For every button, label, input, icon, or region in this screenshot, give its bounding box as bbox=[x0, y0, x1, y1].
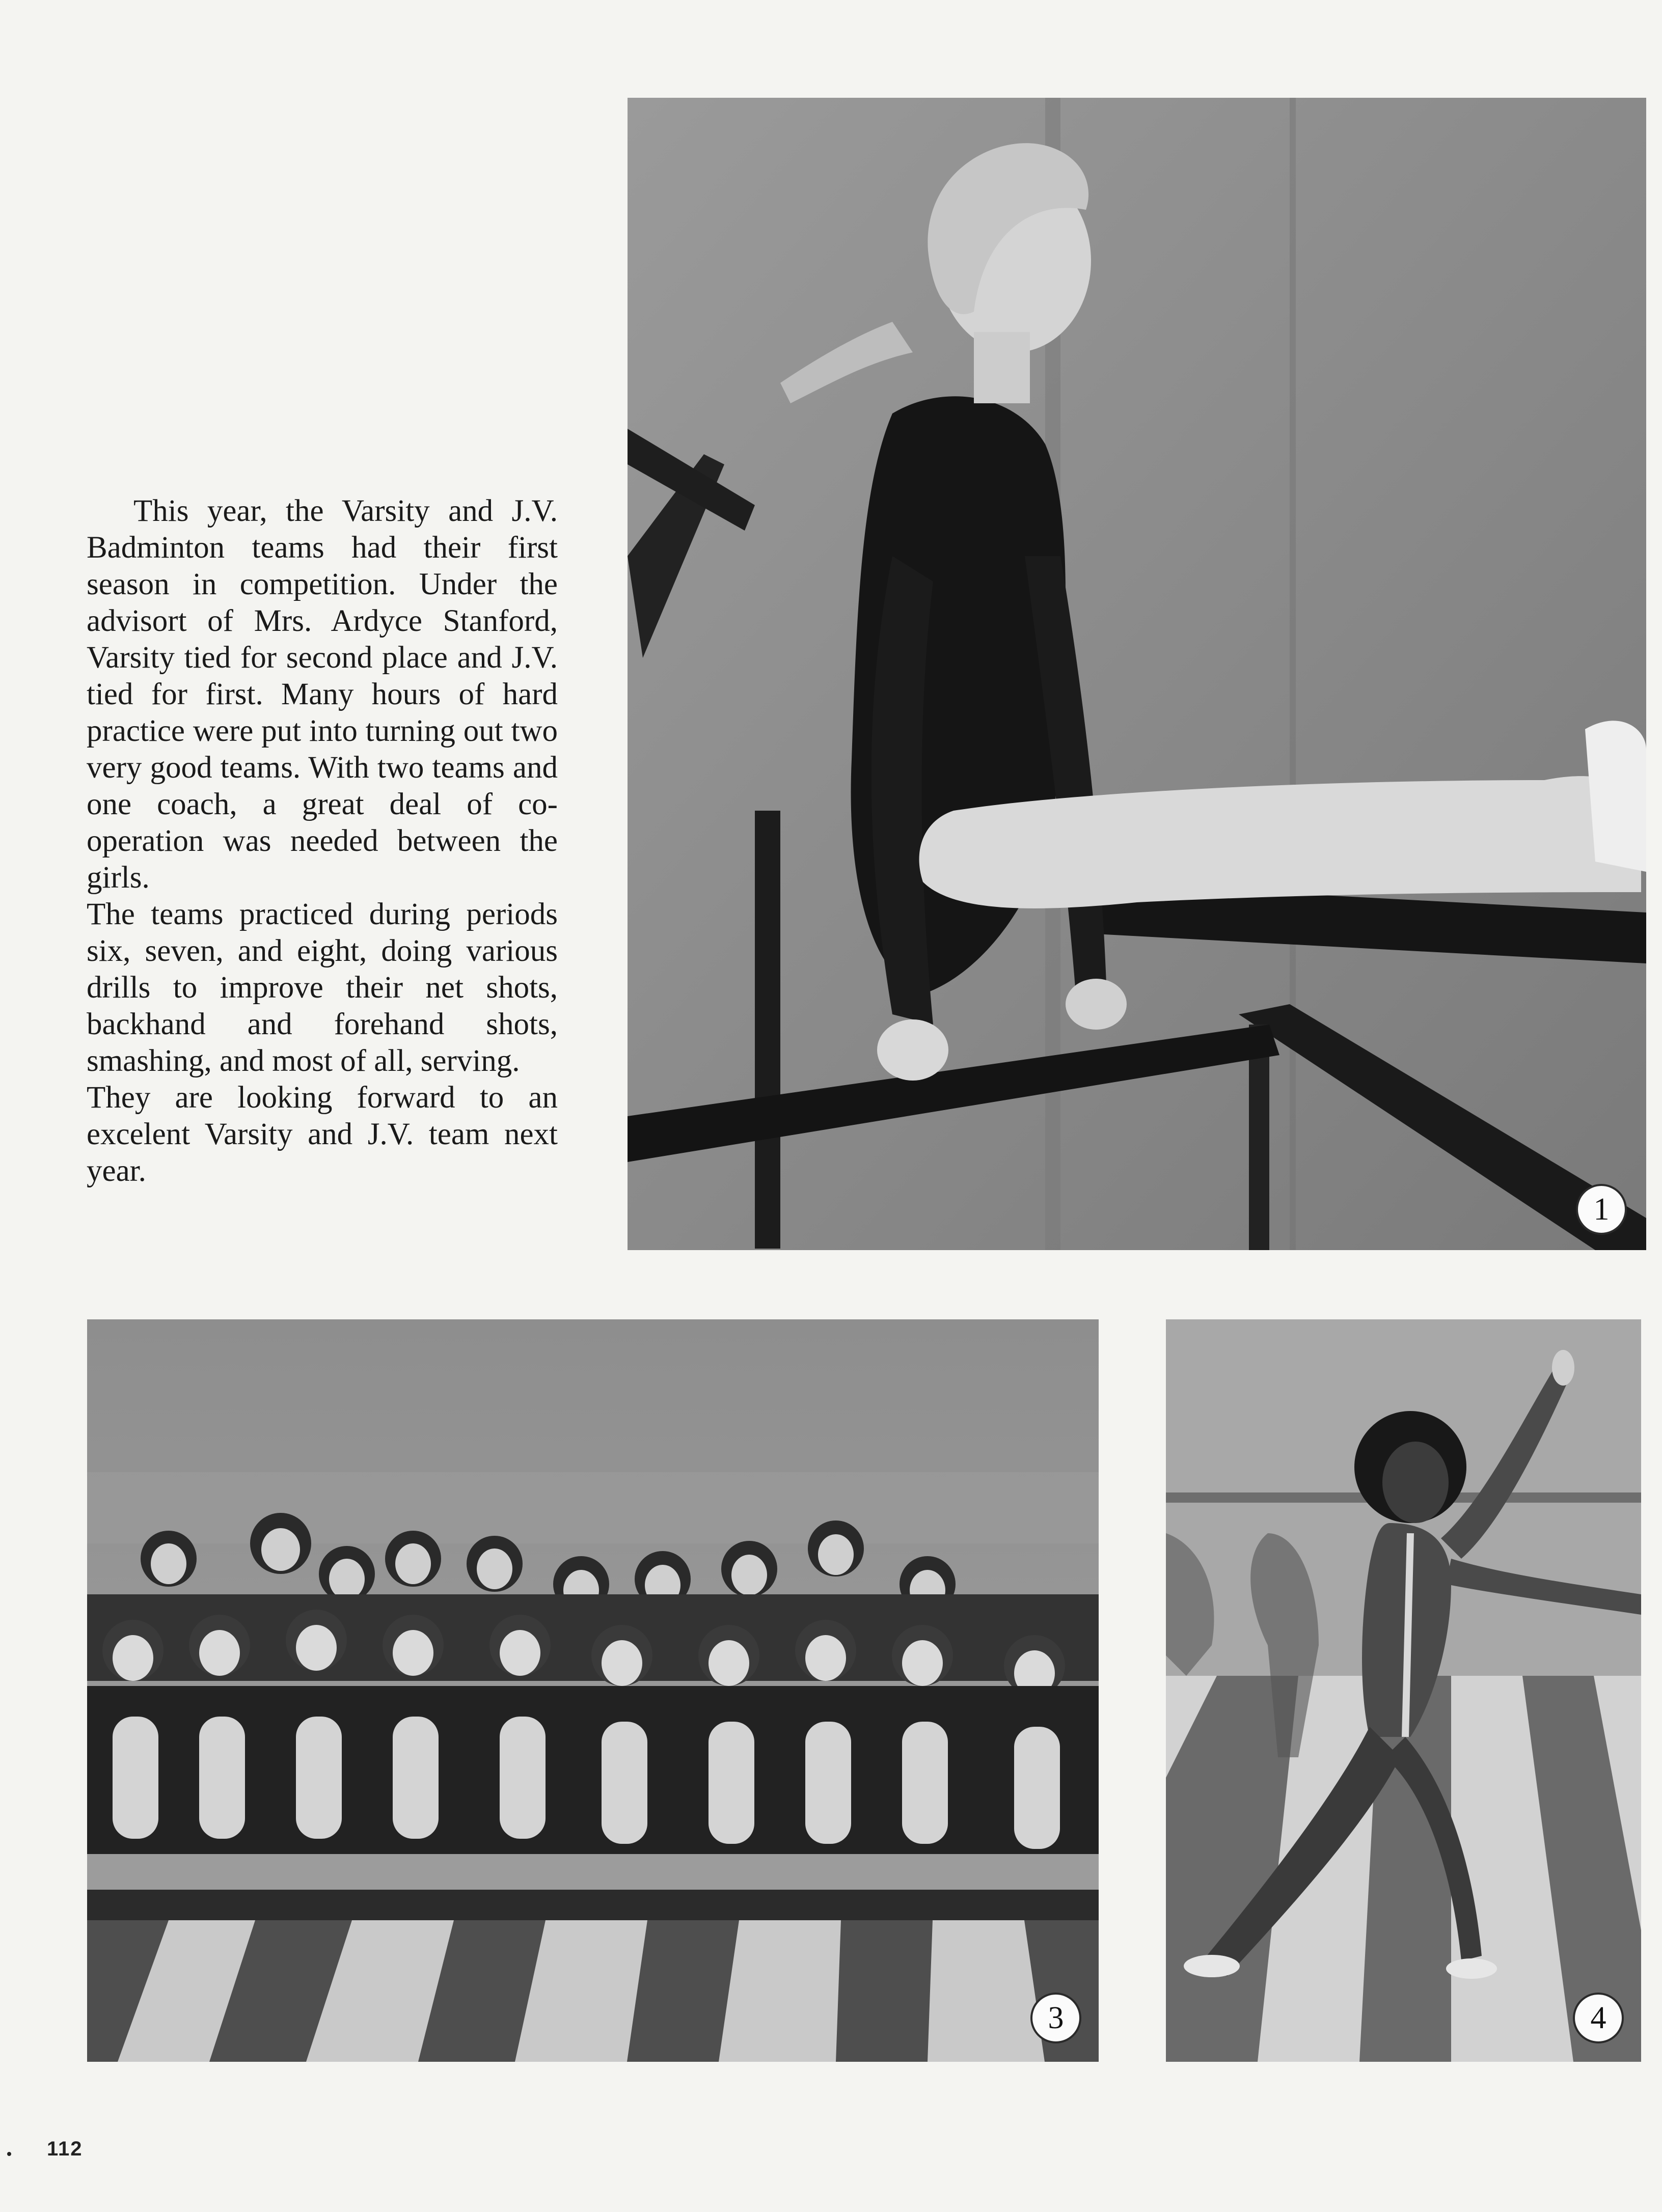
photo-gymnast-bars bbox=[628, 98, 1646, 1250]
page-number: 112 bbox=[47, 2138, 83, 2160]
photo-gymnast-floor-image bbox=[1166, 1319, 1641, 2062]
photo-team-group-image bbox=[87, 1319, 1099, 2062]
photo-team-group bbox=[87, 1319, 1099, 2062]
photo-number-badge: 4 bbox=[1573, 1993, 1624, 2043]
photo-gymnast-floor bbox=[1166, 1319, 1641, 2062]
article-paragraph: This year, the Varsity and J.V. Badminton teams had their first season in competition. Under the advisort of Mrs. Ardyce Stanford, Varsity tied for second place and J.V. tied for first. Many hours of hard practice were put into turning out two very good teams. With two teams and one coach, a great deal of co-operation was needed between the girls. bbox=[87, 494, 558, 895]
article-text bbox=[87, 493, 558, 1190]
article-paragraph: The teams practiced during periods six, seven, and eight, doing various drills to improve their net shots, backhand and forehand shots, smashing, and most of all, serving. bbox=[87, 897, 558, 1078]
photo-number-badge: 3 bbox=[1030, 1993, 1081, 2043]
article-paragraph: They are looking forward to an excelent Varsity and J.V. team next year. bbox=[87, 1081, 558, 1188]
photo-gymnast-bars-image bbox=[628, 98, 1646, 1250]
photo-number-badge: 1 bbox=[1576, 1184, 1627, 1235]
